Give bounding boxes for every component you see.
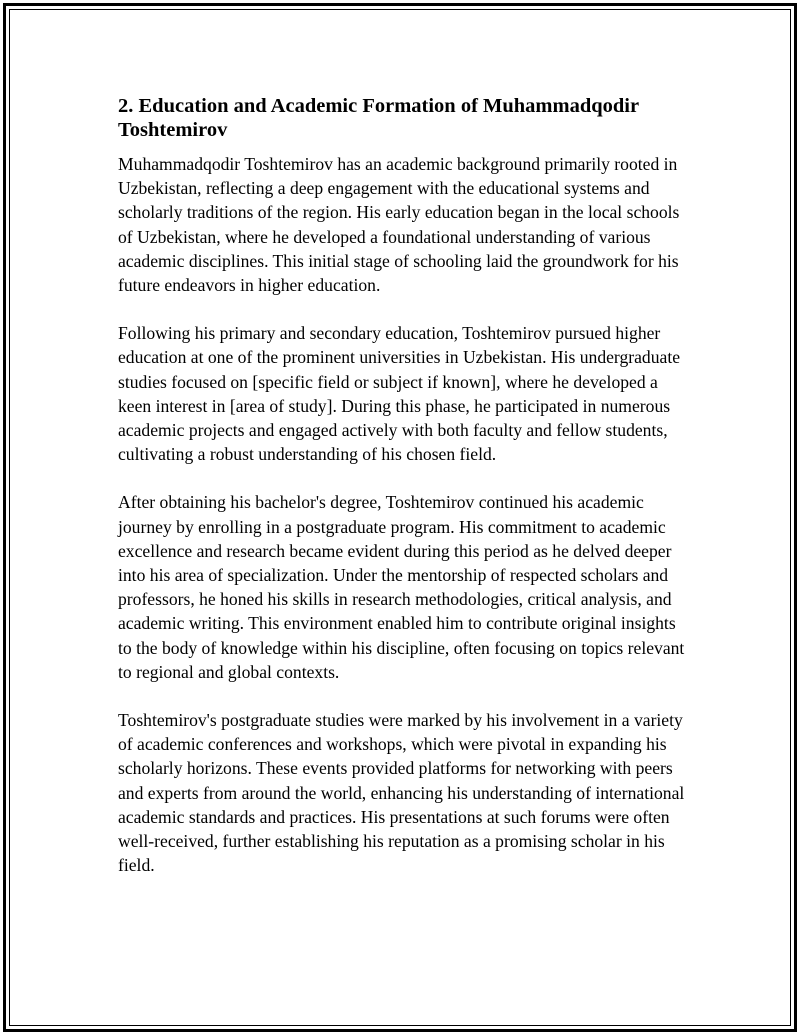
paragraph-undergraduate: Following his primary and secondary education, Toshtemirov pursued higher education at one of the prominent universities in Uzbekistan. His undergraduate studies focused on [specific field or subject if known], where he developed a keen interest in [area of study]. During this phase, he participated in numerous academic projects and engaged actively with both faculty and fellow students, cultivating a robust understanding of his chosen field.: [118, 323, 681, 465]
paragraph-early-education: Muhammadqodir Toshtemirov has an academic background primarily rooted in Uzbekistan, reflecting a deep engagement with the educational systems and scholarly traditions of the region. His early education began in the local schools of Uzbekistan, where he developed a foundational understanding of various academic disciplines. This initial stage of schooling laid the groundwork for his future endeavors in higher education.: [118, 154, 680, 296]
document-body: [118, 94, 693, 901]
section-heading: 2. Education and Academic Formation of Muhammadqodir Toshtemirov: [118, 95, 639, 141]
paragraph-conferences: Toshtemirov's postgraduate studies were marked by his involvement in a variety of academic conferences and workshops, which were pivotal in expanding his scholarly horizons. These events provided platforms for networking with peers and experts from around the world, enhancing his understanding of international academic standards and practices. His presentations at such forums were often well-received, further establishing his reputation as a promising scholar in his field.: [118, 710, 685, 876]
paragraph-postgraduate: After obtaining his bachelor's degree, Toshtemirov continued his academic journey by enrolling in a postgraduate program. His commitment to academic excellence and research became evident during this period as he delved deeper into his area of specialization. Under the mentorship of respected scholars and professors, he honed his skills in research methodologies, critical analysis, and academic writing. This environment enabled him to contribute original insights to the body of knowledge within his discipline, often focusing on topics relevant to regional and global contexts.: [118, 492, 685, 682]
